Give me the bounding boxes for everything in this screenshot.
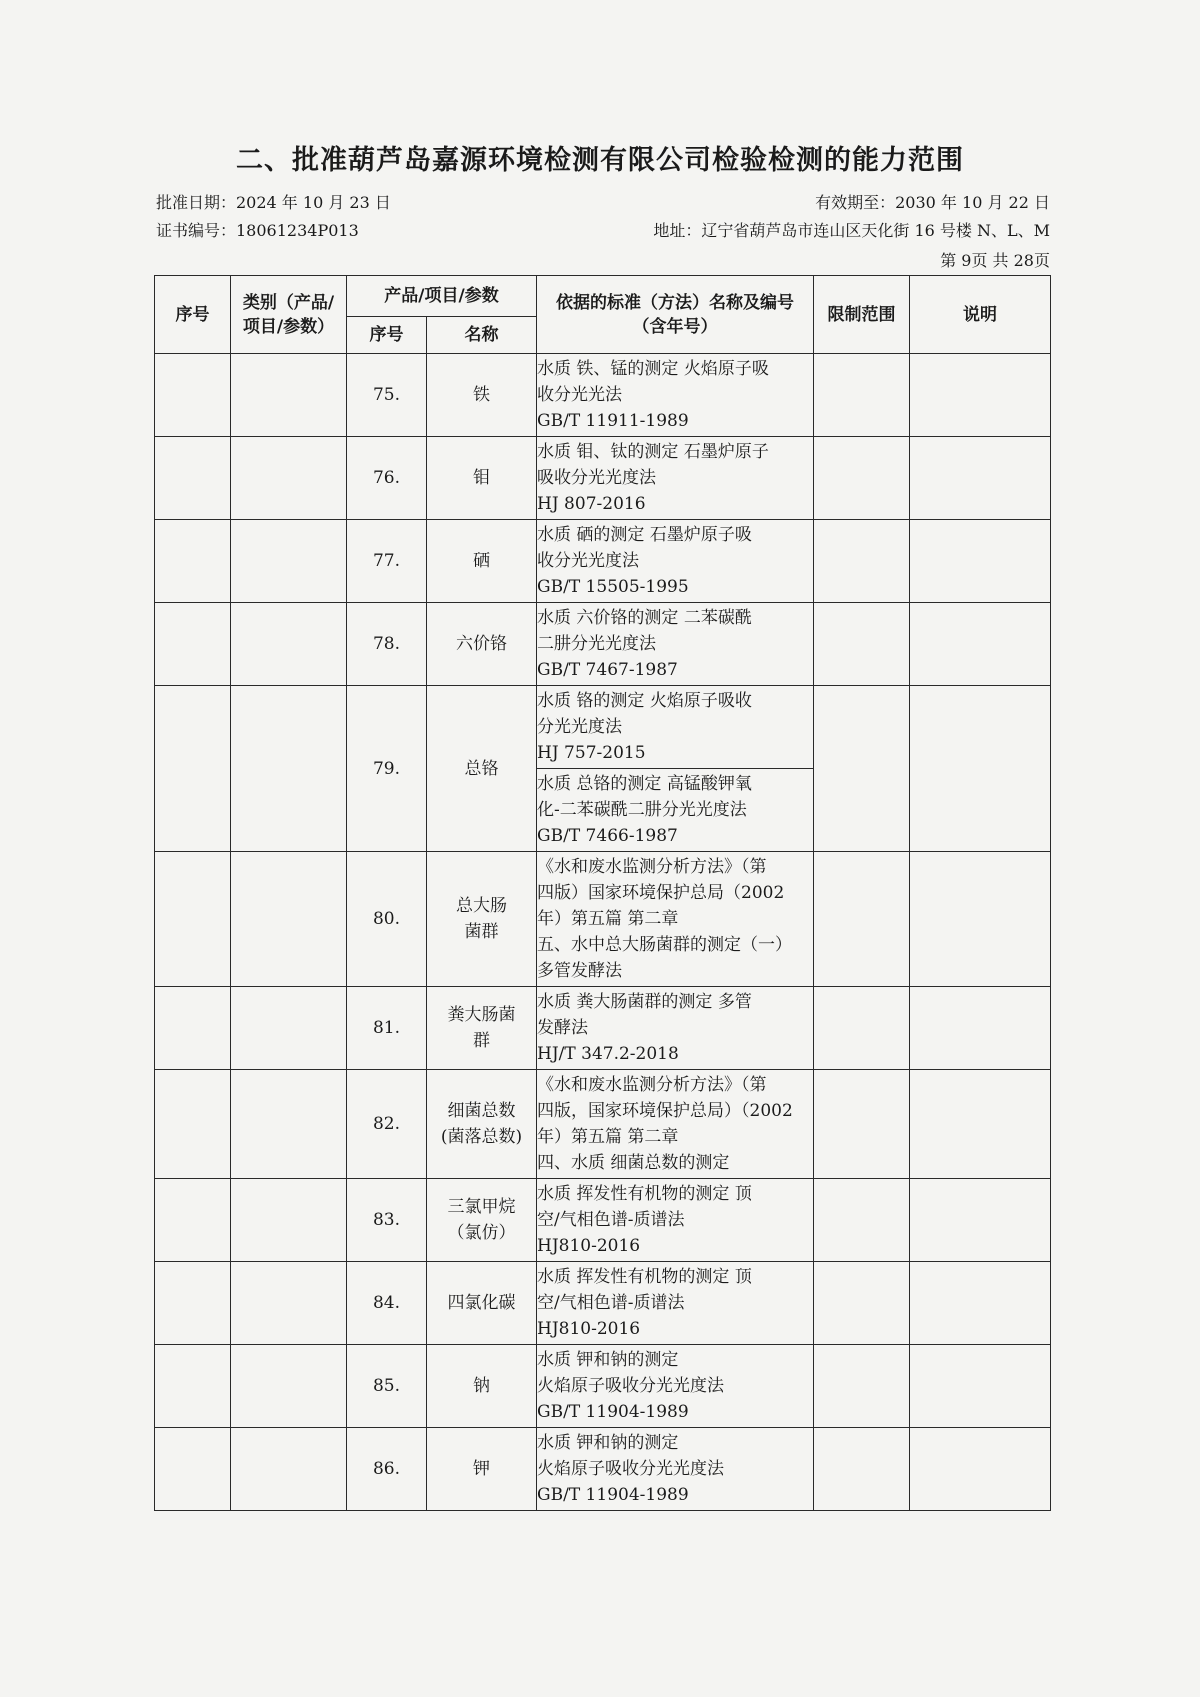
- item-name: [427, 1428, 537, 1511]
- item-name: [427, 437, 537, 520]
- standard-line: HJ810-2016: [537, 1319, 641, 1339]
- standard-line: GB/T 15505-1995: [537, 577, 689, 597]
- seq-cell: [155, 354, 231, 437]
- item-number: 84.: [347, 1262, 427, 1345]
- item-name: [427, 1179, 537, 1262]
- standard-line: 空/气相色谱-质谱法: [537, 1293, 685, 1313]
- limit-cell: [814, 852, 910, 987]
- standard-cell: [537, 1179, 814, 1262]
- standard-cell: [537, 520, 814, 603]
- standard-line: HJ/T 347.2-2018: [537, 1044, 679, 1064]
- limit-cell: [814, 603, 910, 686]
- standard-cell: [537, 1070, 814, 1179]
- page-title: 二、批准葫芦岛嘉源环境检测有限公司检验检测的能力范围: [236, 145, 964, 176]
- standard-line: 水质 六价铬的测定 二苯碳酰: [537, 608, 752, 628]
- item-name: [427, 354, 537, 437]
- standard-line: 年）第五篇 第二章: [537, 1127, 679, 1147]
- standard-line: GB/T 11911-1989: [537, 411, 689, 431]
- table-row: [155, 1428, 1051, 1511]
- table-row: [155, 354, 1051, 437]
- item-number: 75.: [347, 354, 427, 437]
- standard-line: GB/T 11904-1989: [537, 1485, 689, 1505]
- item-number: 78.: [347, 603, 427, 686]
- note-cell: [910, 1428, 1051, 1511]
- item-name-line: 六价铬: [456, 634, 507, 654]
- header-product: 产品/项目/参数: [347, 276, 537, 317]
- standard-line: 《水和废水监测分析方法》（第: [537, 1075, 767, 1095]
- standard-line: HJ810-2016: [537, 1236, 641, 1256]
- item-name: [427, 520, 537, 603]
- item-number: 77.: [347, 520, 427, 603]
- standard-cell: [537, 852, 814, 987]
- standard-line: 收分光光法: [537, 385, 623, 405]
- header-note: 说明: [910, 276, 1051, 354]
- note-cell: [910, 1179, 1051, 1262]
- scope-table: [154, 275, 1051, 1511]
- table-row: [155, 852, 1051, 987]
- item-name-line: 总铬: [464, 758, 499, 779]
- standard-line: 吸收分光光度法: [537, 468, 657, 488]
- standard-line: GB/T 7467-1987: [537, 660, 678, 680]
- seq-cell: [155, 1428, 231, 1511]
- limit-cell: [814, 1428, 910, 1511]
- header-category: [231, 276, 347, 354]
- category-cell: [231, 1428, 347, 1511]
- standard-line: 收分光光度法: [537, 551, 640, 571]
- item-number: 80.: [347, 852, 427, 987]
- item-number: 79.: [347, 686, 427, 852]
- item-name-line: 粪大肠菌: [447, 1005, 516, 1025]
- standard-cell: [537, 1262, 814, 1345]
- category-cell: [231, 1070, 347, 1179]
- item-number: 82.: [347, 1070, 427, 1179]
- table-row: [155, 987, 1051, 1070]
- item-number: 76.: [347, 437, 427, 520]
- standard-line: 水质 钾和钠的测定: [537, 1433, 679, 1453]
- standard-line: 《水和废水监测分析方法》（第: [537, 857, 767, 877]
- item-name: [427, 987, 537, 1070]
- standard-line: 多管发酵法: [537, 961, 623, 981]
- standard-line: 水质 挥发性有机物的测定 顶: [537, 1267, 752, 1287]
- standard-line: 火焰原子吸收分光光度法: [537, 1376, 725, 1396]
- standard-cell: [537, 987, 814, 1070]
- standard-line: 四、水质 细菌总数的测定: [537, 1153, 730, 1173]
- standard-line: 水质 粪大肠菌群的测定 多管: [537, 992, 752, 1012]
- category-cell: [231, 1345, 347, 1428]
- item-name: [427, 686, 537, 852]
- limit-cell: [814, 1070, 910, 1179]
- header-limit: 限制范围: [814, 276, 910, 354]
- item-name-line: (菌落总数): [440, 1127, 523, 1147]
- item-name: [427, 1345, 537, 1428]
- table-row: [155, 437, 1051, 520]
- item-name-line: （氯仿）: [447, 1223, 516, 1243]
- note-cell: [910, 354, 1051, 437]
- seq-cell: [155, 1070, 231, 1179]
- page-number: 第 9页 共 28页: [940, 251, 1050, 270]
- item-name-line: 菌群: [464, 922, 499, 942]
- item-name-line: 群: [473, 1031, 490, 1051]
- item-name-line: 四氯化碳: [447, 1293, 516, 1313]
- table-row: [155, 1179, 1051, 1262]
- table-row: [155, 1070, 1051, 1179]
- seq-cell: [155, 852, 231, 987]
- category-cell: [231, 1179, 347, 1262]
- seq-cell: [155, 686, 231, 852]
- category-cell: [231, 686, 347, 852]
- standard-cell: [537, 769, 814, 852]
- table-row: [155, 603, 1051, 686]
- seq-cell: [155, 437, 231, 520]
- seq-cell: [155, 520, 231, 603]
- note-cell: [910, 686, 1051, 852]
- standard-line: 二肼分光光度法: [537, 634, 657, 654]
- standard-cell: [537, 1428, 814, 1511]
- standard-cell: [537, 1345, 814, 1428]
- limit-cell: [814, 354, 910, 437]
- category-cell: [231, 1262, 347, 1345]
- item-name-line: 总大肠: [456, 896, 507, 916]
- seq-cell: [155, 1179, 231, 1262]
- table-row: [155, 1345, 1051, 1428]
- item-name-line: 铁: [473, 385, 490, 405]
- table-row: [155, 520, 1051, 603]
- table-row: [155, 686, 1051, 769]
- table-body: [155, 354, 1051, 1511]
- item-name: [427, 603, 537, 686]
- standard-line: 水质 硒的测定 石墨炉原子吸: [537, 525, 752, 545]
- standard-line: 五、水中总大肠菌群的测定（一）: [537, 935, 793, 955]
- header-sub-seq: 序号: [347, 317, 427, 354]
- note-cell: [910, 520, 1051, 603]
- limit-cell: [814, 1179, 910, 1262]
- category-cell: [231, 987, 347, 1070]
- header-category-line2: 项目/参数）: [242, 316, 335, 337]
- limit-cell: [814, 1345, 910, 1428]
- standard-line: 分光光度法: [537, 717, 623, 737]
- item-number: 86.: [347, 1428, 427, 1511]
- standard-line: 水质 钼、钛的测定 石墨炉原子: [537, 442, 769, 462]
- item-name-line: 钠: [473, 1376, 490, 1396]
- standard-line: 水质 挥发性有机物的测定 顶: [537, 1184, 752, 1204]
- note-cell: [910, 1070, 1051, 1179]
- category-cell: [231, 852, 347, 987]
- note-cell: [910, 852, 1051, 987]
- standard-line: 四版，国家环境保护总局）（2002: [537, 1101, 793, 1121]
- table-row: [155, 1262, 1051, 1345]
- standard-line: 水质 总铬的测定 高锰酸钾氧: [537, 774, 752, 794]
- standard-line: GB/T 7466-1987: [537, 826, 678, 846]
- note-cell: [910, 603, 1051, 686]
- item-number: 81.: [347, 987, 427, 1070]
- valid-until: 有效期至：2030 年 10 月 22 日: [815, 193, 1050, 212]
- category-cell: [231, 520, 347, 603]
- limit-cell: [814, 987, 910, 1070]
- standard-line: 四版）国家环境保护总局（2002: [537, 883, 785, 903]
- limit-cell: [814, 686, 910, 852]
- limit-cell: [814, 1262, 910, 1345]
- seq-cell: [155, 603, 231, 686]
- category-cell: [231, 603, 347, 686]
- item-name-line: 硒: [473, 551, 490, 571]
- limit-cell: [814, 520, 910, 603]
- seq-cell: [155, 1262, 231, 1345]
- item-name: [427, 1070, 537, 1179]
- note-cell: [910, 987, 1051, 1070]
- standard-cell: [537, 603, 814, 686]
- standard-cell: [537, 354, 814, 437]
- header-standard-line2: （含年号）: [632, 316, 718, 337]
- certificate-number: 证书编号：18061234P013: [156, 221, 359, 240]
- limit-cell: [814, 437, 910, 520]
- standard-line: 化-二苯碳酰二肼分光光度法: [537, 800, 747, 820]
- item-name-line: 钼: [473, 468, 490, 488]
- standard-line: 水质 钾和钠的测定: [537, 1350, 679, 1370]
- item-name: [427, 852, 537, 987]
- standard-cell: [537, 437, 814, 520]
- header-category-line1: 类别（产品/: [242, 292, 335, 313]
- item-name: [427, 1262, 537, 1345]
- note-cell: [910, 1262, 1051, 1345]
- standard-line: 年）第五篇 第二章: [537, 909, 679, 929]
- standard-line: 水质 铬的测定 火焰原子吸收: [537, 691, 752, 711]
- header-standard-line1: 依据的标准（方法）名称及编号: [556, 292, 795, 313]
- header-standard: [537, 276, 814, 354]
- item-number: 85.: [347, 1345, 427, 1428]
- standard-line: HJ 757-2015: [537, 743, 646, 763]
- standard-line: 水质 铁、锰的测定 火焰原子吸: [537, 359, 769, 379]
- item-number: 83.: [347, 1179, 427, 1262]
- category-cell: [231, 354, 347, 437]
- standard-line: HJ 807-2016: [537, 494, 646, 514]
- approval-date: 批准日期：2024 年 10 月 23 日: [156, 193, 391, 212]
- standard-line: GB/T 11904-1989: [537, 1402, 689, 1422]
- standard-line: 空/气相色谱-质谱法: [537, 1210, 685, 1230]
- standard-line: 发酵法: [537, 1018, 589, 1038]
- seq-cell: [155, 987, 231, 1070]
- note-cell: [910, 437, 1051, 520]
- category-cell: [231, 437, 347, 520]
- standard-line: 火焰原子吸收分光光度法: [537, 1459, 725, 1479]
- item-name-line: 三氯甲烷: [447, 1197, 516, 1217]
- header-sub-name: 名称: [427, 317, 537, 354]
- seq-cell: [155, 1345, 231, 1428]
- item-name-line: 钾: [473, 1459, 490, 1479]
- header-seq: 序号: [155, 276, 231, 354]
- item-name-line: 细菌总数: [447, 1101, 516, 1121]
- standard-cell: [537, 686, 814, 769]
- address: 地址：辽宁省葫芦岛市连山区天化街 16 号楼 N、L、M: [653, 221, 1050, 240]
- note-cell: [910, 1345, 1051, 1428]
